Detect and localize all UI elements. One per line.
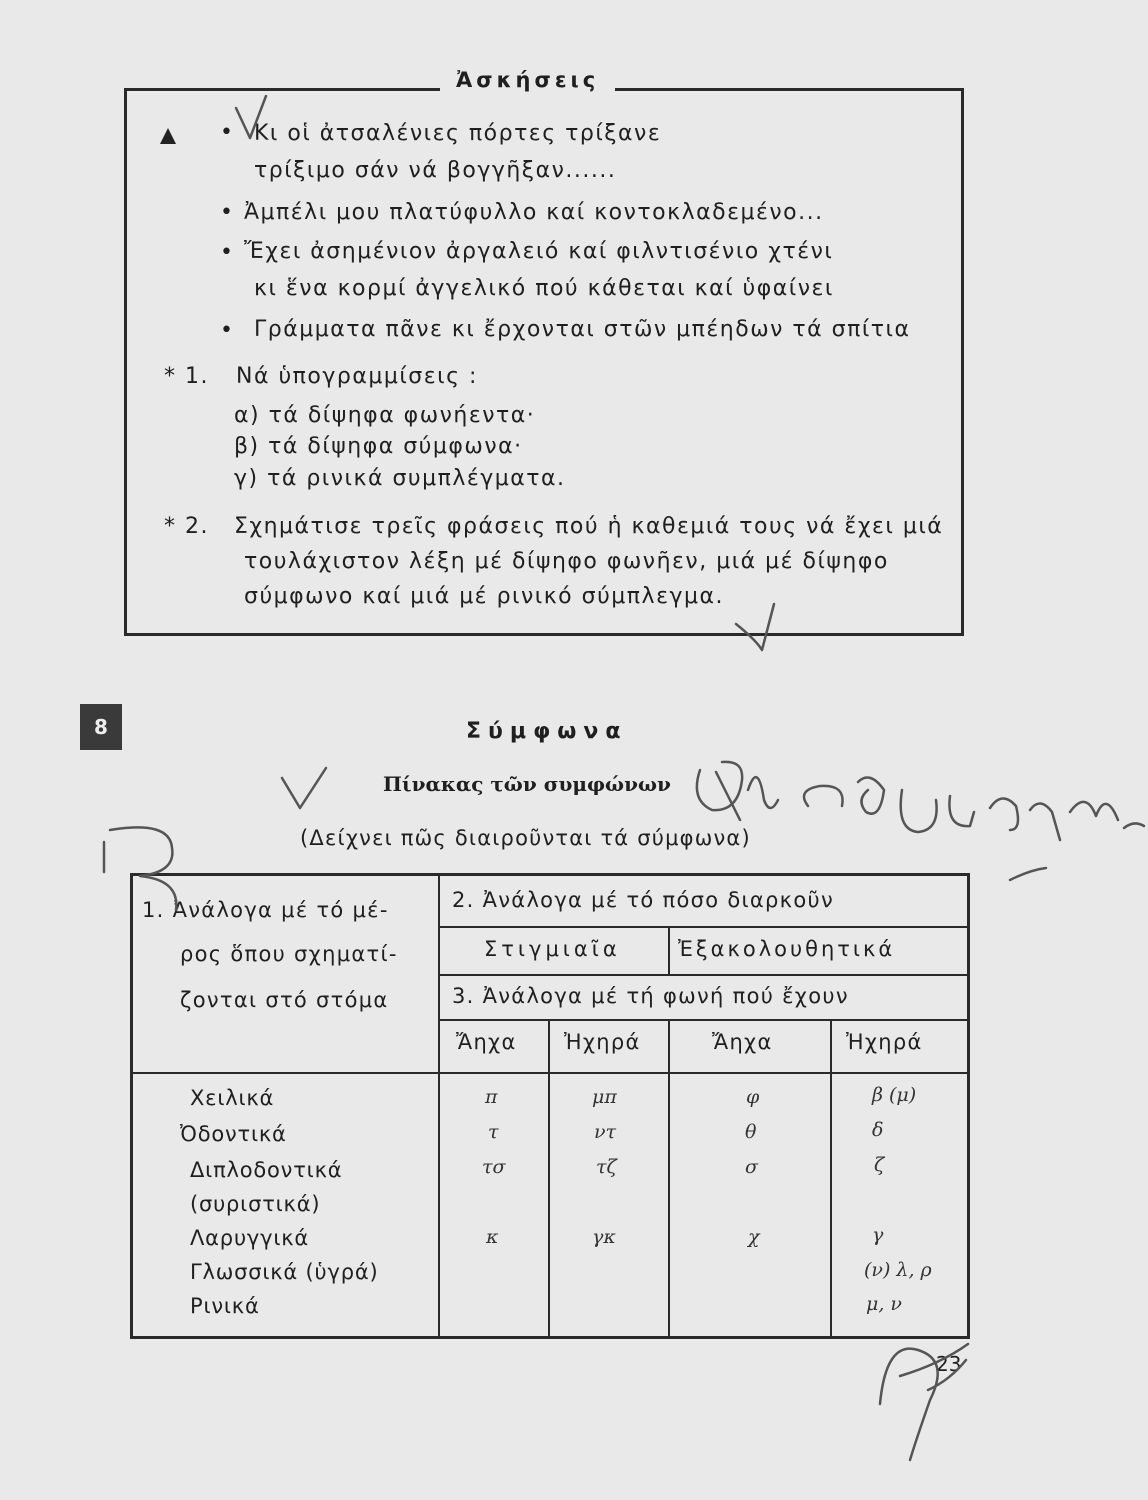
section-subtitle: Πίνακας τῶν συμφώνων xyxy=(383,772,671,796)
task2-marker: * 2. xyxy=(164,514,209,539)
row-label-liquid: Γλωσσικά (ὑγρά) xyxy=(190,1260,379,1284)
cell-value: γκ xyxy=(592,1226,616,1248)
handwritten-three-icon xyxy=(104,827,176,910)
cell-value: π xyxy=(485,1086,498,1108)
task2-line: σύμφωνο καί μιά μέ ρινικό σύμπλεγμα. xyxy=(244,584,724,609)
row-label-velar: Λαρυγγικά xyxy=(190,1226,310,1250)
row-label-labial: Χειλικά xyxy=(190,1086,275,1110)
cell-value: μ, ν xyxy=(866,1293,902,1315)
row-label-nasal: Ρινικά xyxy=(190,1294,260,1318)
section-title: Σύμφωνα xyxy=(466,719,628,744)
bullet-icon: • xyxy=(220,200,233,225)
task1-marker: * 1. xyxy=(164,364,209,389)
task1-item: γ) τά ρινικά συμπλέγματα. xyxy=(234,466,566,491)
cell-value: τσ xyxy=(482,1156,506,1178)
section-description: (Δείχνει πῶς διαιροῦνται τά σύμφωνα) xyxy=(300,826,751,850)
cell-value: τζ xyxy=(596,1156,617,1178)
bullet-icon: • xyxy=(220,240,233,265)
voiced-header: Ἠχηρά xyxy=(564,1030,641,1054)
voiceless-header: Ἄηχα xyxy=(456,1030,517,1054)
cell-value: τ xyxy=(488,1121,499,1143)
continuous-header: Ἐξακολουθητικά xyxy=(678,937,896,961)
poem-line: κι ἕνα κορμί ἀγγελικό πού κάθεται καί ὑφαίνει xyxy=(254,276,834,301)
task2-line: τουλάχιστον λέξη μέ δίψηφο φωνῆεν, μιά μέ δίψηφο xyxy=(244,549,889,574)
poem-line: Ἔχει ἀσημένιον ἀργαλειό καί φιλντισένιο χτένι xyxy=(244,239,834,264)
cell-value: φ xyxy=(746,1086,760,1108)
poem-line: Κι οἱ ἀτσαλένιες πόρτες τρίξανε xyxy=(254,121,662,146)
checkmark-icon xyxy=(736,604,774,650)
exercises-title: Ἀσκήσεις xyxy=(440,68,615,92)
cell-value: κ xyxy=(486,1226,499,1248)
poem-line: Γράμματα πᾶνε κι ἔρχονται στῶν μπέηδων τά σπίτια xyxy=(254,317,911,342)
duration-header: 2. Ἀνάλογα μέ τό πόσο διαρκοῦν xyxy=(452,888,834,912)
section-number-badge: 8 xyxy=(80,704,122,750)
bullet-icon: • xyxy=(220,318,233,343)
voice-header: 3. Ἀνάλογα μέ τή φωνή πού ἔχουν xyxy=(452,984,849,1008)
task2-line: Σχημάτισε τρεῖς φράσεις πού ἡ καθεμιά τους νά ἔχει μιά xyxy=(234,514,944,539)
cell-value: β (μ) xyxy=(872,1084,917,1106)
col1-header-line: ζονται στό στόμα xyxy=(180,988,389,1012)
voiced-header: Ἠχηρά xyxy=(846,1030,923,1054)
cell-value: ζ xyxy=(874,1154,885,1176)
cell-value: θ xyxy=(745,1121,757,1143)
handwritten-note-icon xyxy=(697,762,1144,880)
instant-header: Στιγμιαῖα xyxy=(484,937,621,961)
cell-value: δ xyxy=(872,1119,884,1141)
col1-header-line: ρος ὅπου σχηματί- xyxy=(180,942,398,966)
task1-item: β) τά δίψηφα σύμφωνα· xyxy=(234,434,523,459)
row-label-dental: Ὀδοντικά xyxy=(180,1122,287,1146)
row-label-sibilant: (συριστικά) xyxy=(190,1192,321,1216)
cell-value: χ xyxy=(748,1226,760,1248)
cell-value: σ xyxy=(745,1156,758,1178)
row-label-double-dental: Διπλοδοντικά xyxy=(190,1158,343,1182)
checkmark-icon xyxy=(282,768,326,808)
task1-item: α) τά δίψηφα φωνήεντα· xyxy=(234,403,536,428)
cell-value: μπ xyxy=(592,1086,617,1108)
cell-value: ντ xyxy=(594,1121,617,1143)
poem-line: Ἀμπέλι μου πλατύφυλλο καί κοντοκλαδεμένο... xyxy=(244,200,824,225)
cell-value: γ xyxy=(872,1224,884,1246)
task1-text: Νά ὑπογραμμίσεις : xyxy=(236,364,478,389)
signature-icon xyxy=(880,1344,968,1460)
col1-header-line: 1. Ἀνάλογα μέ τό μέ- xyxy=(142,898,389,922)
poem-line: τρίξιμο σάν νά βογγῆξαν...... xyxy=(254,158,617,183)
checkmark-icon xyxy=(236,96,266,138)
voiceless-header: Ἄηχα xyxy=(712,1030,773,1054)
page-number: 23 xyxy=(936,1352,962,1376)
bullet-icon: • xyxy=(220,120,233,145)
cell-value: (ν) λ, ρ xyxy=(864,1259,932,1281)
